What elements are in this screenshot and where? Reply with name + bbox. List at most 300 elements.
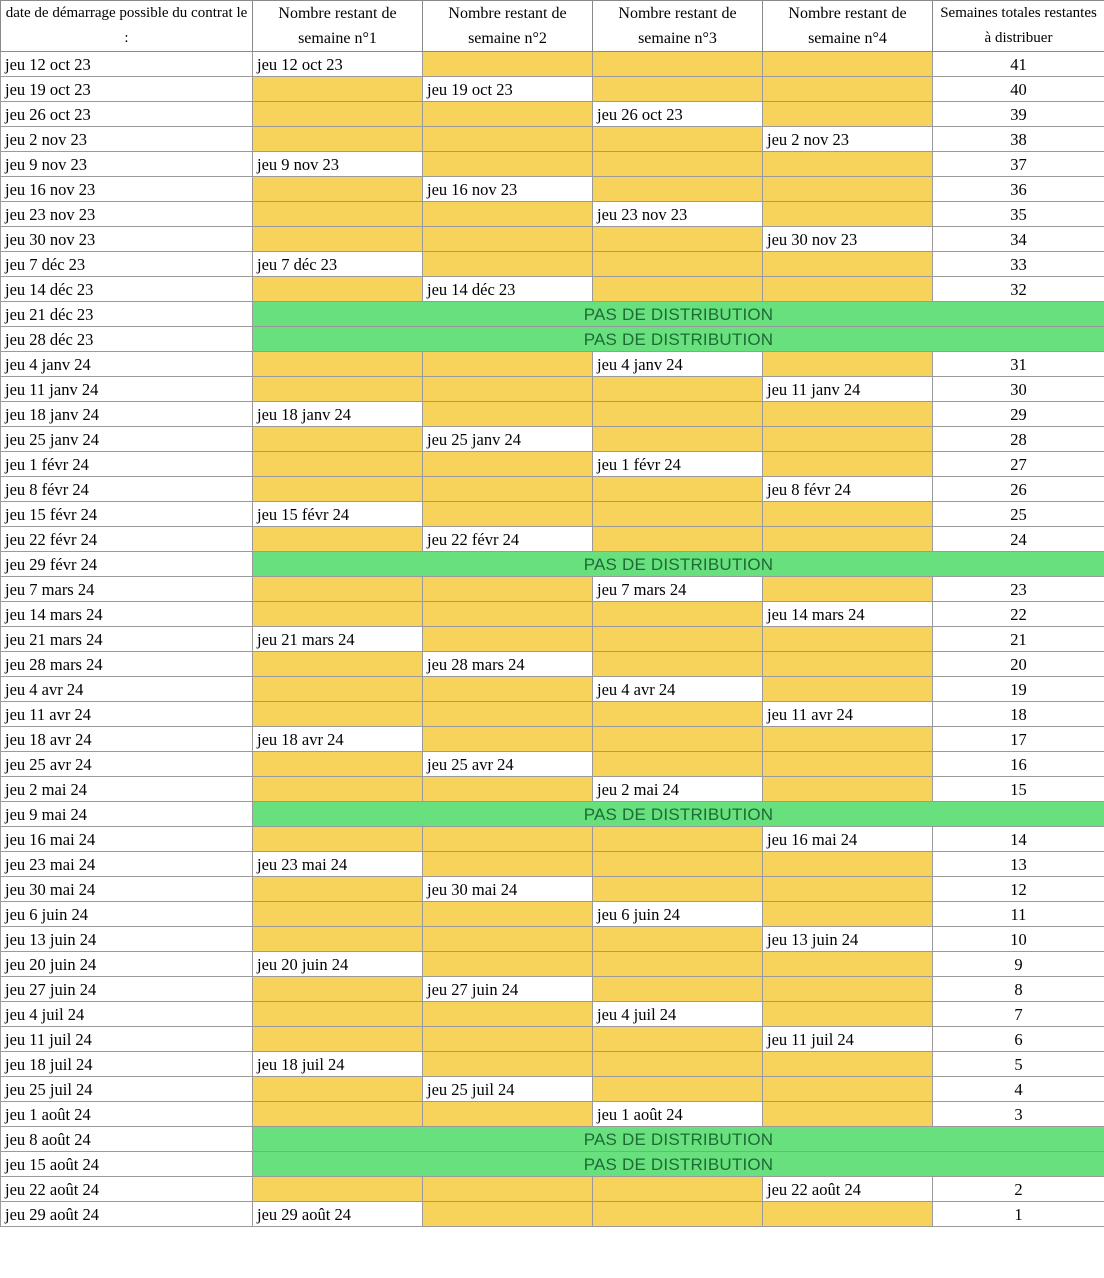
table-row [1, 152, 1104, 177]
start-date-cell: jeu 4 avr 24 [1, 677, 253, 702]
week-2-filled-cell [423, 677, 593, 702]
week-3-filled-cell [593, 1177, 763, 1202]
start-date-cell: jeu 20 juin 24 [1, 952, 253, 977]
week-4-start-cell: jeu 30 nov 23 [763, 227, 933, 252]
week-2-filled-cell [423, 352, 593, 377]
week-1-filled-cell [253, 352, 423, 377]
week-3-filled-cell [593, 402, 763, 427]
table-row [1, 577, 1104, 602]
week-2-filled-cell [423, 1002, 593, 1027]
week-1-filled-cell [253, 277, 423, 302]
total-weeks-cell: 36 [933, 177, 1104, 202]
week-1-filled-cell [253, 1077, 423, 1102]
week-4-start-cell: jeu 22 août 24 [763, 1177, 933, 1202]
week-4-start-cell: jeu 11 avr 24 [763, 702, 933, 727]
header-week-2: Nombre restant de semaine n°2 [423, 1, 593, 52]
total-weeks-cell: 37 [933, 152, 1104, 177]
start-date-cell: jeu 14 déc 23 [1, 277, 253, 302]
total-weeks-cell: 16 [933, 752, 1104, 777]
table-row [1, 677, 1104, 702]
table-row [1, 852, 1104, 877]
week-1-start-cell: jeu 18 juil 24 [253, 1052, 423, 1077]
table-row [1, 927, 1104, 952]
total-weeks-cell: 5 [933, 1052, 1104, 1077]
week-4-filled-cell [763, 627, 933, 652]
header-week-1: Nombre restant de semaine n°1 [253, 1, 423, 52]
week-4-filled-cell [763, 427, 933, 452]
week-3-start-cell: jeu 23 nov 23 [593, 202, 763, 227]
table-row [1, 377, 1104, 402]
start-date-cell: jeu 27 juin 24 [1, 977, 253, 1002]
table-row [1, 1077, 1104, 1102]
week-1-filled-cell [253, 677, 423, 702]
week-1-start-cell: jeu 15 févr 24 [253, 502, 423, 527]
week-2-filled-cell [423, 577, 593, 602]
table-row [1, 952, 1104, 977]
table-row [1, 1052, 1104, 1077]
start-date-cell: jeu 2 mai 24 [1, 777, 253, 802]
week-4-start-cell: jeu 16 mai 24 [763, 827, 933, 852]
week-4-filled-cell [763, 177, 933, 202]
start-date-cell: jeu 14 mars 24 [1, 602, 253, 627]
table-row [1, 902, 1104, 927]
week-1-start-cell: jeu 18 avr 24 [253, 727, 423, 752]
total-weeks-cell: 1 [933, 1202, 1104, 1227]
week-3-filled-cell [593, 1077, 763, 1102]
table-row [1, 402, 1104, 427]
week-2-filled-cell [423, 202, 593, 227]
week-3-filled-cell [593, 1202, 763, 1227]
week-4-filled-cell [763, 1002, 933, 1027]
start-date-cell: jeu 11 janv 24 [1, 377, 253, 402]
week-3-filled-cell [593, 127, 763, 152]
week-3-filled-cell [593, 852, 763, 877]
start-date-cell: jeu 19 oct 23 [1, 77, 253, 102]
week-2-start-cell: jeu 25 juil 24 [423, 1077, 593, 1102]
week-3-filled-cell [593, 427, 763, 452]
week-3-filled-cell [593, 177, 763, 202]
start-date-cell: jeu 4 juil 24 [1, 1002, 253, 1027]
week-4-filled-cell [763, 252, 933, 277]
total-weeks-cell: 13 [933, 852, 1104, 877]
week-2-start-cell: jeu 30 mai 24 [423, 877, 593, 902]
total-weeks-cell: 29 [933, 402, 1104, 427]
total-weeks-cell: 11 [933, 902, 1104, 927]
table-row [1, 602, 1104, 627]
start-date-cell: jeu 11 juil 24 [1, 1027, 253, 1052]
table-row [1, 227, 1104, 252]
total-weeks-cell: 7 [933, 1002, 1104, 1027]
table-header [1, 1, 1104, 52]
total-weeks-cell: 8 [933, 977, 1104, 1002]
week-3-filled-cell [593, 627, 763, 652]
table-row [1, 427, 1104, 452]
week-1-filled-cell [253, 602, 423, 627]
start-date-cell: jeu 9 mai 24 [1, 802, 253, 827]
week-3-start-cell: jeu 7 mars 24 [593, 577, 763, 602]
week-2-filled-cell [423, 1102, 593, 1127]
total-weeks-cell: 17 [933, 727, 1104, 752]
start-date-cell: jeu 18 avr 24 [1, 727, 253, 752]
start-date-cell: jeu 29 août 24 [1, 1202, 253, 1227]
start-date-cell: jeu 1 août 24 [1, 1102, 253, 1127]
table-body [1, 52, 1104, 1227]
week-4-filled-cell [763, 902, 933, 927]
table-row [1, 727, 1104, 752]
week-3-filled-cell [593, 702, 763, 727]
week-4-filled-cell [763, 1202, 933, 1227]
no-distribution-banner: PAS DE DISTRIBUTION [253, 802, 1104, 827]
week-1-filled-cell [253, 577, 423, 602]
week-3-start-cell: jeu 2 mai 24 [593, 777, 763, 802]
table-row [1, 352, 1104, 377]
week-4-filled-cell [763, 77, 933, 102]
start-date-cell: jeu 21 déc 23 [1, 302, 253, 327]
week-3-filled-cell [593, 152, 763, 177]
start-date-cell: jeu 12 oct 23 [1, 52, 253, 77]
week-1-filled-cell [253, 427, 423, 452]
week-3-start-cell: jeu 1 févr 24 [593, 452, 763, 477]
start-date-cell: jeu 25 avr 24 [1, 752, 253, 777]
start-date-cell: jeu 15 févr 24 [1, 502, 253, 527]
start-date-cell: jeu 15 août 24 [1, 1152, 253, 1177]
week-3-filled-cell [593, 1052, 763, 1077]
header-week-3: Nombre restant de semaine n°3 [593, 1, 763, 52]
week-1-start-cell: jeu 21 mars 24 [253, 627, 423, 652]
week-1-filled-cell [253, 877, 423, 902]
total-weeks-cell: 12 [933, 877, 1104, 902]
week-1-start-cell: jeu 12 oct 23 [253, 52, 423, 77]
week-3-filled-cell [593, 377, 763, 402]
start-date-cell: jeu 21 mars 24 [1, 627, 253, 652]
week-3-filled-cell [593, 477, 763, 502]
week-4-start-cell: jeu 11 juil 24 [763, 1027, 933, 1052]
total-weeks-cell: 22 [933, 602, 1104, 627]
table-row [1, 1102, 1104, 1127]
week-3-start-cell: jeu 6 juin 24 [593, 902, 763, 927]
week-2-filled-cell [423, 777, 593, 802]
week-2-filled-cell [423, 227, 593, 252]
total-weeks-cell: 2 [933, 1177, 1104, 1202]
week-1-filled-cell [253, 202, 423, 227]
week-4-start-cell: jeu 13 juin 24 [763, 927, 933, 952]
week-4-start-cell: jeu 2 nov 23 [763, 127, 933, 152]
header-start-date: date de démarrage possible du contrat le : [1, 1, 253, 52]
week-4-filled-cell [763, 277, 933, 302]
week-2-filled-cell [423, 827, 593, 852]
week-1-filled-cell [253, 902, 423, 927]
week-2-filled-cell [423, 52, 593, 77]
week-2-filled-cell [423, 852, 593, 877]
week-4-filled-cell [763, 852, 933, 877]
start-date-cell: jeu 7 déc 23 [1, 252, 253, 277]
week-1-start-cell: jeu 29 août 24 [253, 1202, 423, 1227]
table-row [1, 977, 1104, 1002]
week-3-filled-cell [593, 252, 763, 277]
week-4-filled-cell [763, 402, 933, 427]
start-date-cell: jeu 16 mai 24 [1, 827, 253, 852]
start-date-cell: jeu 22 août 24 [1, 1177, 253, 1202]
week-2-filled-cell [423, 1027, 593, 1052]
total-weeks-cell: 14 [933, 827, 1104, 852]
table-row [1, 252, 1104, 277]
week-2-filled-cell [423, 102, 593, 127]
week-1-filled-cell [253, 977, 423, 1002]
table-row [1, 202, 1104, 227]
start-date-cell: jeu 22 févr 24 [1, 527, 253, 552]
total-weeks-cell: 39 [933, 102, 1104, 127]
week-1-start-cell: jeu 20 juin 24 [253, 952, 423, 977]
total-weeks-cell: 30 [933, 377, 1104, 402]
week-3-filled-cell [593, 227, 763, 252]
table-row [1, 52, 1104, 77]
table-row-no-distribution [1, 302, 1104, 327]
week-3-start-cell: jeu 26 oct 23 [593, 102, 763, 127]
week-1-filled-cell [253, 777, 423, 802]
week-2-filled-cell [423, 902, 593, 927]
week-1-filled-cell [253, 77, 423, 102]
week-2-filled-cell [423, 1202, 593, 1227]
week-3-filled-cell [593, 752, 763, 777]
week-4-filled-cell [763, 152, 933, 177]
header-total-weeks: Semaines totales restantes à distribuer [933, 1, 1104, 52]
week-4-filled-cell [763, 1102, 933, 1127]
total-weeks-cell: 18 [933, 702, 1104, 727]
week-3-filled-cell [593, 877, 763, 902]
week-1-filled-cell [253, 127, 423, 152]
start-date-cell: jeu 28 mars 24 [1, 652, 253, 677]
total-weeks-cell: 33 [933, 252, 1104, 277]
week-3-filled-cell [593, 52, 763, 77]
start-date-cell: jeu 30 mai 24 [1, 877, 253, 902]
week-1-filled-cell [253, 227, 423, 252]
table-row [1, 1027, 1104, 1052]
total-weeks-cell: 9 [933, 952, 1104, 977]
week-1-filled-cell [253, 752, 423, 777]
header-week-4: Nombre restant de semaine n°4 [763, 1, 933, 52]
week-1-filled-cell [253, 927, 423, 952]
week-2-filled-cell [423, 952, 593, 977]
week-1-filled-cell [253, 1102, 423, 1127]
week-1-start-cell: jeu 9 nov 23 [253, 152, 423, 177]
week-1-filled-cell [253, 377, 423, 402]
total-weeks-cell: 28 [933, 427, 1104, 452]
start-date-cell: jeu 8 août 24 [1, 1127, 253, 1152]
no-distribution-banner: PAS DE DISTRIBUTION [253, 302, 1104, 327]
week-4-filled-cell [763, 52, 933, 77]
week-1-filled-cell [253, 1177, 423, 1202]
week-2-filled-cell [423, 377, 593, 402]
total-weeks-cell: 4 [933, 1077, 1104, 1102]
start-date-cell: jeu 1 févr 24 [1, 452, 253, 477]
total-weeks-cell: 21 [933, 627, 1104, 652]
week-2-filled-cell [423, 927, 593, 952]
week-2-filled-cell [423, 252, 593, 277]
week-2-filled-cell [423, 727, 593, 752]
table-row [1, 177, 1104, 202]
start-date-cell: jeu 23 mai 24 [1, 852, 253, 877]
start-date-cell: jeu 26 oct 23 [1, 102, 253, 127]
week-2-filled-cell [423, 127, 593, 152]
week-3-filled-cell [593, 602, 763, 627]
total-weeks-cell: 23 [933, 577, 1104, 602]
start-date-cell: jeu 16 nov 23 [1, 177, 253, 202]
total-weeks-cell: 15 [933, 777, 1104, 802]
total-weeks-cell: 20 [933, 652, 1104, 677]
table-row [1, 502, 1104, 527]
week-1-filled-cell [253, 177, 423, 202]
week-2-filled-cell [423, 1177, 593, 1202]
table-row [1, 477, 1104, 502]
week-3-start-cell: jeu 4 juil 24 [593, 1002, 763, 1027]
week-1-filled-cell [253, 652, 423, 677]
table-row [1, 1202, 1104, 1227]
total-weeks-cell: 25 [933, 502, 1104, 527]
week-4-filled-cell [763, 452, 933, 477]
total-weeks-cell: 41 [933, 52, 1104, 77]
week-4-filled-cell [763, 577, 933, 602]
table-row-no-distribution [1, 327, 1104, 352]
week-1-filled-cell [253, 1027, 423, 1052]
table-row [1, 77, 1104, 102]
week-4-filled-cell [763, 202, 933, 227]
table-row [1, 652, 1104, 677]
start-date-cell: jeu 25 janv 24 [1, 427, 253, 452]
table-row [1, 627, 1104, 652]
table-row [1, 527, 1104, 552]
week-3-filled-cell [593, 277, 763, 302]
no-distribution-banner: PAS DE DISTRIBUTION [253, 327, 1104, 352]
week-3-filled-cell [593, 977, 763, 1002]
week-4-filled-cell [763, 1052, 933, 1077]
week-2-filled-cell [423, 452, 593, 477]
week-2-start-cell: jeu 19 oct 23 [423, 77, 593, 102]
week-4-start-cell: jeu 8 févr 24 [763, 477, 933, 502]
week-4-filled-cell [763, 977, 933, 1002]
total-weeks-cell: 38 [933, 127, 1104, 152]
table-row [1, 877, 1104, 902]
week-4-filled-cell [763, 502, 933, 527]
week-2-filled-cell [423, 402, 593, 427]
no-distribution-banner: PAS DE DISTRIBUTION [253, 552, 1104, 577]
week-4-filled-cell [763, 777, 933, 802]
week-4-filled-cell [763, 102, 933, 127]
table-row-no-distribution [1, 802, 1104, 827]
week-1-filled-cell [253, 827, 423, 852]
start-date-cell: jeu 11 avr 24 [1, 702, 253, 727]
start-date-cell: jeu 4 janv 24 [1, 352, 253, 377]
no-distribution-banner: PAS DE DISTRIBUTION [253, 1152, 1104, 1177]
table-row-no-distribution [1, 1152, 1104, 1177]
week-4-filled-cell [763, 1077, 933, 1102]
total-weeks-cell: 31 [933, 352, 1104, 377]
week-4-filled-cell [763, 877, 933, 902]
week-3-filled-cell [593, 827, 763, 852]
week-1-filled-cell [253, 1002, 423, 1027]
week-1-start-cell: jeu 23 mai 24 [253, 852, 423, 877]
week-4-filled-cell [763, 752, 933, 777]
start-date-cell: jeu 28 déc 23 [1, 327, 253, 352]
week-4-filled-cell [763, 527, 933, 552]
start-date-cell: jeu 9 nov 23 [1, 152, 253, 177]
total-weeks-cell: 34 [933, 227, 1104, 252]
week-3-filled-cell [593, 527, 763, 552]
table-row [1, 102, 1104, 127]
week-2-filled-cell [423, 702, 593, 727]
total-weeks-cell: 19 [933, 677, 1104, 702]
table-row [1, 452, 1104, 477]
start-date-cell: jeu 2 nov 23 [1, 127, 253, 152]
week-4-filled-cell [763, 952, 933, 977]
week-2-filled-cell [423, 152, 593, 177]
week-1-filled-cell [253, 527, 423, 552]
header-row [1, 1, 1104, 52]
week-4-start-cell: jeu 11 janv 24 [763, 377, 933, 402]
start-date-cell: jeu 25 juil 24 [1, 1077, 253, 1102]
week-3-filled-cell [593, 77, 763, 102]
week-4-filled-cell [763, 727, 933, 752]
week-2-start-cell: jeu 28 mars 24 [423, 652, 593, 677]
week-2-start-cell: jeu 16 nov 23 [423, 177, 593, 202]
week-4-start-cell: jeu 14 mars 24 [763, 602, 933, 627]
total-weeks-cell: 10 [933, 927, 1104, 952]
total-weeks-cell: 6 [933, 1027, 1104, 1052]
table-row [1, 277, 1104, 302]
week-2-filled-cell [423, 1052, 593, 1077]
start-date-cell: jeu 7 mars 24 [1, 577, 253, 602]
total-weeks-cell: 26 [933, 477, 1104, 502]
start-date-cell: jeu 18 juil 24 [1, 1052, 253, 1077]
table-row [1, 777, 1104, 802]
start-date-cell: jeu 6 juin 24 [1, 902, 253, 927]
start-date-cell: jeu 13 juin 24 [1, 927, 253, 952]
table-row [1, 702, 1104, 727]
no-distribution-banner: PAS DE DISTRIBUTION [253, 1127, 1104, 1152]
week-4-filled-cell [763, 677, 933, 702]
week-3-filled-cell [593, 1027, 763, 1052]
week-1-filled-cell [253, 477, 423, 502]
start-date-cell: jeu 8 févr 24 [1, 477, 253, 502]
week-3-filled-cell [593, 727, 763, 752]
week-2-start-cell: jeu 27 juin 24 [423, 977, 593, 1002]
week-2-filled-cell [423, 502, 593, 527]
week-3-start-cell: jeu 4 janv 24 [593, 352, 763, 377]
week-2-filled-cell [423, 627, 593, 652]
week-1-filled-cell [253, 102, 423, 127]
week-1-start-cell: jeu 7 déc 23 [253, 252, 423, 277]
table-row-no-distribution [1, 552, 1104, 577]
start-date-cell: jeu 18 janv 24 [1, 402, 253, 427]
total-weeks-cell: 3 [933, 1102, 1104, 1127]
week-2-start-cell: jeu 14 déc 23 [423, 277, 593, 302]
table-row [1, 1177, 1104, 1202]
table-row-no-distribution [1, 1127, 1104, 1152]
total-weeks-cell: 32 [933, 277, 1104, 302]
total-weeks-cell: 27 [933, 452, 1104, 477]
total-weeks-cell: 35 [933, 202, 1104, 227]
week-3-filled-cell [593, 927, 763, 952]
week-1-start-cell: jeu 18 janv 24 [253, 402, 423, 427]
week-2-start-cell: jeu 22 févr 24 [423, 527, 593, 552]
week-3-filled-cell [593, 502, 763, 527]
week-2-filled-cell [423, 602, 593, 627]
week-2-filled-cell [423, 477, 593, 502]
start-date-cell: jeu 30 nov 23 [1, 227, 253, 252]
week-3-start-cell: jeu 1 août 24 [593, 1102, 763, 1127]
week-1-filled-cell [253, 702, 423, 727]
total-weeks-cell: 24 [933, 527, 1104, 552]
week-2-start-cell: jeu 25 avr 24 [423, 752, 593, 777]
